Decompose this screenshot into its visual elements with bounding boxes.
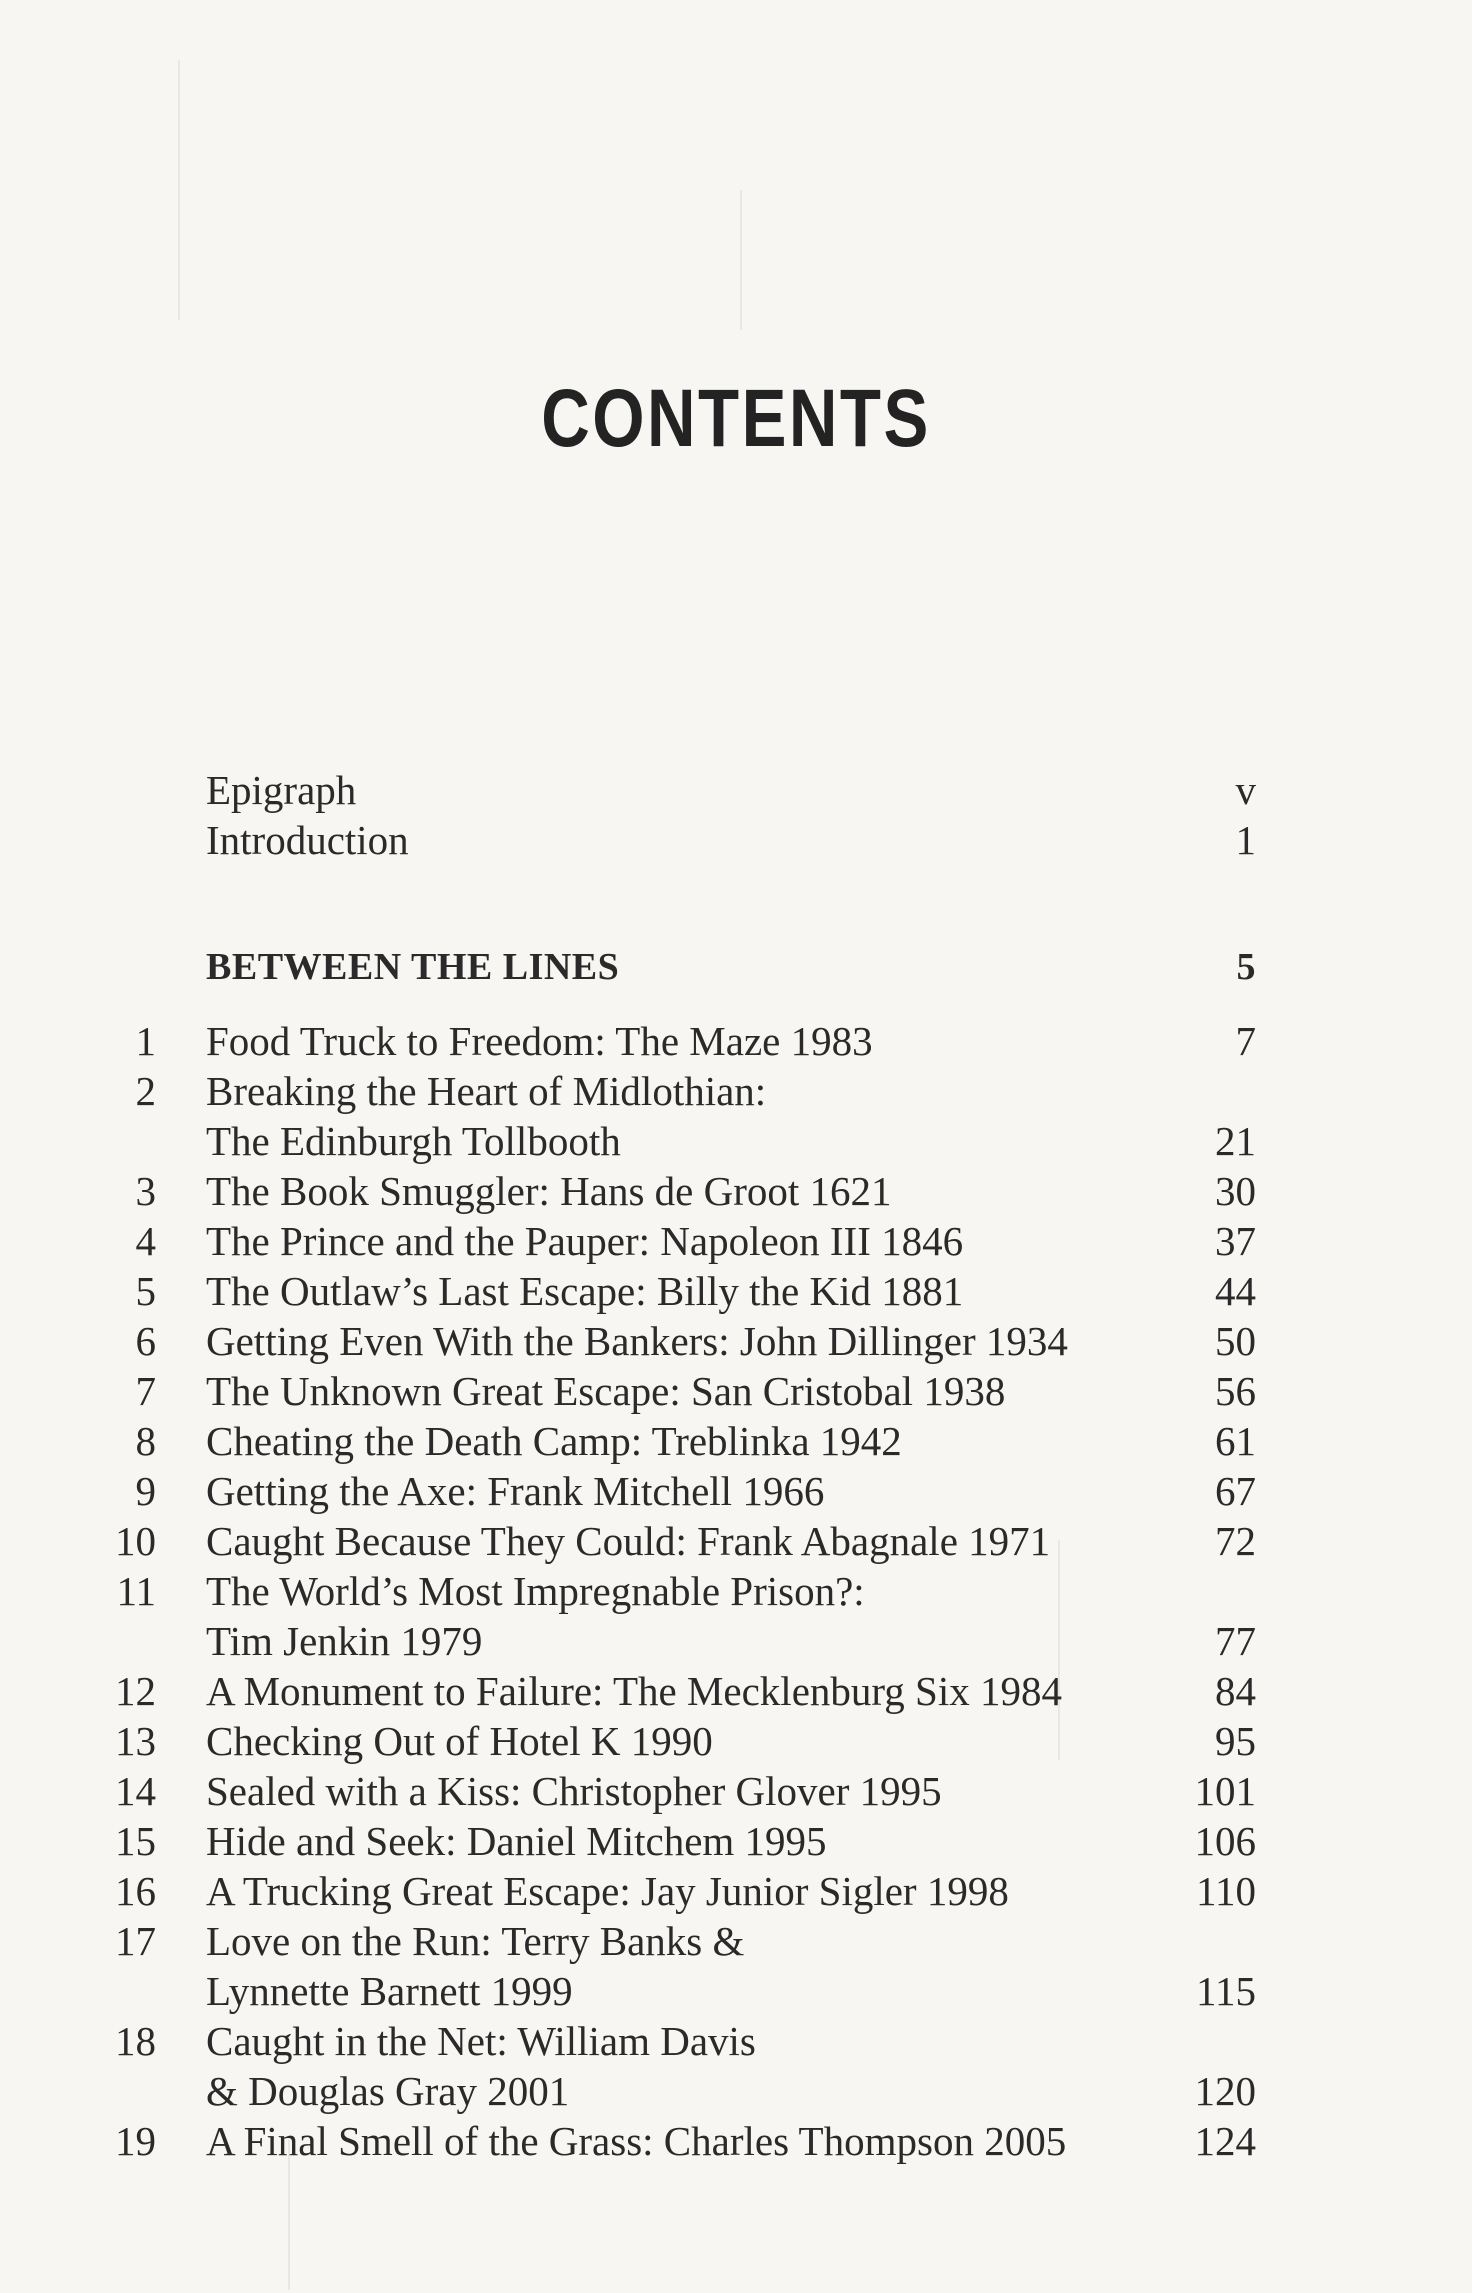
page-number: 7 [1235, 1018, 1256, 1064]
chapter-entry [0, 1416, 1472, 1466]
chapter-number: 9 [135, 1468, 156, 1514]
chapter-entry-continuation [0, 1116, 1472, 1166]
page-number: 101 [1194, 1768, 1256, 1814]
page-number: 77 [1215, 1618, 1256, 1664]
entry-title: Hide and Seek: Daniel Mitchem 1995 [206, 1818, 827, 1864]
chapter-number: 18 [115, 2018, 156, 2064]
scan-artifact [178, 60, 180, 320]
chapter-entry-continuation [0, 1616, 1472, 1666]
chapter-number: 13 [115, 1718, 156, 1764]
chapter-entry [0, 1266, 1472, 1316]
page-number: 95 [1215, 1718, 1256, 1764]
page-number: 56 [1215, 1368, 1256, 1414]
chapter-entry [0, 1866, 1472, 1916]
entry-title: & Douglas Gray 2001 [206, 2068, 570, 2114]
chapter-entry-continuation [0, 2066, 1472, 2116]
entry-title: Cheating the Death Camp: Treblinka 1942 [206, 1418, 902, 1464]
chapter-entry [0, 1766, 1472, 1816]
page-number: 37 [1215, 1218, 1256, 1264]
page-number: 72 [1215, 1518, 1256, 1564]
entry-title: Epigraph [206, 767, 357, 813]
page-number: 61 [1215, 1418, 1256, 1464]
entry-title: The World’s Most Impregnable Prison?: [206, 1568, 865, 1614]
chapter-entry [0, 1916, 1472, 1966]
entry-title: The Prince and the Pauper: Napoleon III 1846 [206, 1218, 964, 1264]
entry-title: Love on the Run: Terry Banks & [206, 1918, 745, 1964]
entry-title: A Monument to Failure: The Mecklenburg Six 1984 [206, 1668, 1062, 1714]
part-title: BETWEEN THE LINES [206, 946, 620, 988]
page-number: 5 [1236, 946, 1256, 988]
chapter-number: 15 [115, 1818, 156, 1864]
front-matter-entry [0, 765, 1472, 815]
page-number: v [1235, 767, 1256, 813]
entry-title: The Unknown Great Escape: San Cristobal 1938 [206, 1368, 1006, 1414]
page-number: 115 [1196, 1968, 1256, 2014]
chapter-entry [0, 1366, 1472, 1416]
entry-title: Getting Even With the Bankers: John Dillinger 1934 [206, 1318, 1068, 1364]
page-number: 44 [1215, 1268, 1256, 1314]
page-number: 67 [1215, 1468, 1256, 1514]
page-number: 110 [1196, 1868, 1256, 1914]
chapter-number: 16 [115, 1868, 156, 1914]
chapter-number: 4 [135, 1218, 156, 1264]
entry-title: Food Truck to Freedom: The Maze 1983 [206, 1018, 873, 1064]
chapter-number: 8 [135, 1418, 156, 1464]
page-number: 124 [1194, 2118, 1256, 2164]
page-title: CONTENTS [541, 373, 931, 464]
chapter-entry [0, 1566, 1472, 1616]
entry-title: Breaking the Heart of Midlothian: [206, 1068, 767, 1114]
chapter-entry [0, 1066, 1472, 1116]
chapter-number: 12 [115, 1668, 156, 1714]
page-number: 106 [1194, 1818, 1256, 1864]
entry-title: Checking Out of Hotel K 1990 [206, 1718, 713, 1764]
page-number: 30 [1215, 1168, 1256, 1214]
chapter-number: 11 [116, 1568, 156, 1614]
chapter-entry [0, 1516, 1472, 1566]
entry-title: Getting the Axe: Frank Mitchell 1966 [206, 1468, 825, 1514]
entry-title: The Edinburgh Tollbooth [206, 1118, 621, 1164]
entry-title: Introduction [206, 817, 409, 863]
chapter-entry [0, 1466, 1472, 1516]
chapter-entry [0, 1816, 1472, 1866]
entry-title: Caught in the Net: William Davis [206, 2018, 756, 2064]
chapter-number: 1 [135, 1018, 156, 1064]
entry-title: The Book Smuggler: Hans de Groot 1621 [206, 1168, 892, 1214]
chapter-number: 2 [135, 1068, 156, 1114]
part-heading [0, 942, 1472, 992]
chapter-entry [0, 1016, 1472, 1066]
entry-title: The Outlaw’s Last Escape: Billy the Kid 1881 [206, 1268, 964, 1314]
chapter-entry [0, 1166, 1472, 1216]
chapter-entry [0, 2116, 1472, 2166]
entry-title: A Trucking Great Escape: Jay Junior Sigler 1998 [206, 1868, 1009, 1914]
chapter-number: 19 [115, 2118, 156, 2164]
chapter-number: 14 [115, 1768, 156, 1814]
chapter-number: 7 [135, 1368, 156, 1414]
chapter-number: 3 [135, 1168, 156, 1214]
entry-title: Caught Because They Could: Frank Abagnale 1971 [206, 1518, 1051, 1564]
page-number: 1 [1235, 817, 1256, 863]
chapter-entry-continuation [0, 1966, 1472, 2016]
entry-title: A Final Smell of the Grass: Charles Thompson 2005 [206, 2118, 1067, 2164]
page-number: 120 [1194, 2068, 1256, 2114]
chapter-entry [0, 1216, 1472, 1266]
chapter-number: 6 [135, 1318, 156, 1364]
front-matter-entry [0, 815, 1472, 865]
page-number: 50 [1215, 1318, 1256, 1364]
chapter-number: 17 [115, 1918, 156, 1964]
chapter-entry [0, 1716, 1472, 1766]
chapter-number: 5 [135, 1268, 156, 1314]
entry-title: Sealed with a Kiss: Christopher Glover 1995 [206, 1768, 942, 1814]
chapter-entry [0, 2016, 1472, 2066]
entry-title: Lynnette Barnett 1999 [206, 1968, 573, 2014]
chapter-entry [0, 1666, 1472, 1716]
scan-artifact [740, 190, 742, 330]
page-number: 21 [1215, 1118, 1256, 1164]
chapter-entry [0, 1316, 1472, 1366]
page-number: 84 [1215, 1668, 1256, 1714]
entry-title: Tim Jenkin 1979 [206, 1618, 483, 1664]
chapter-number: 10 [115, 1518, 156, 1564]
